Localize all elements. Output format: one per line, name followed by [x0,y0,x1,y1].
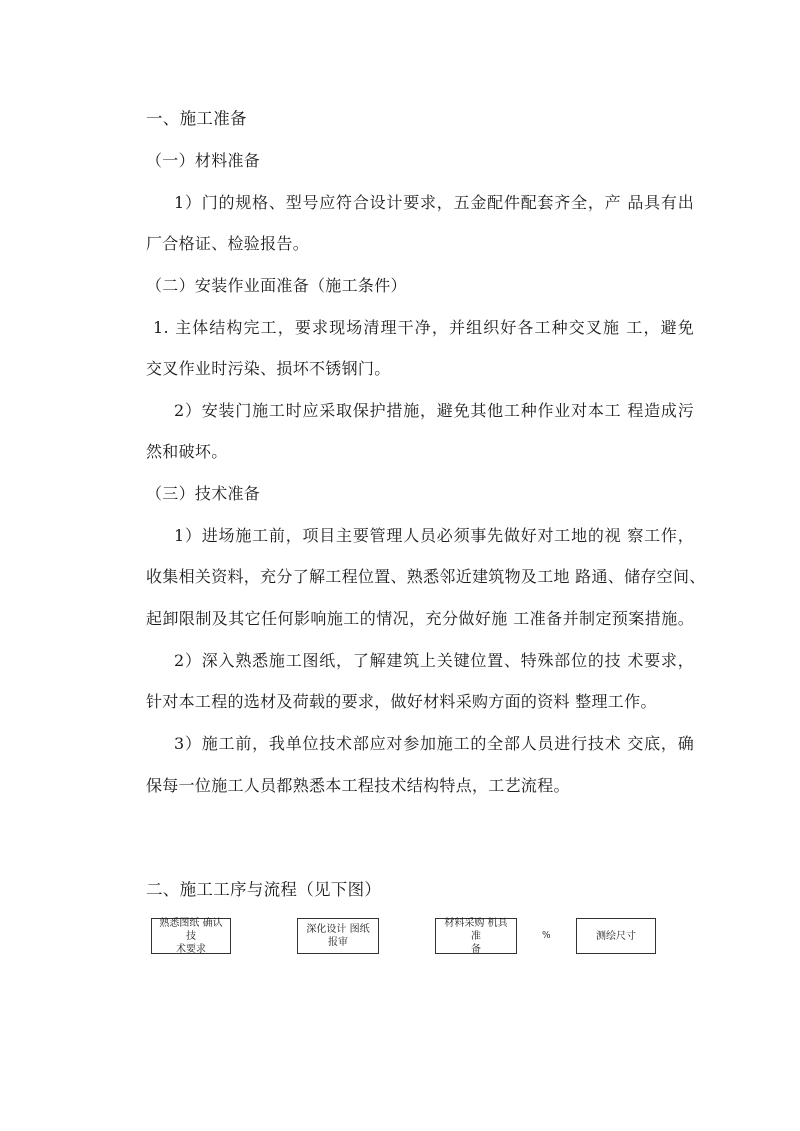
flow-box-text: 测绘尺寸 [596,930,636,942]
flow-separator: % [542,931,551,941]
paragraph-line: 2）安装门施工时应采取保护措施，避免其他工种作业对本工 程造成污 [174,401,694,420]
paragraph-line: 1）门的规格、型号应符合设计要求，五金配件配套齐全，产 品具有出 [174,193,694,212]
flow-box-review-drawings [151,918,231,954]
subheading-technical-preparation: （三）技术准备 [146,484,261,503]
flow-box-text: 熟悉图纸 确认技 [159,917,223,942]
paragraph-line: 厂合格证、检验报告。 [146,234,310,253]
paragraph-line: 2）深入熟悉施工图纸，了解建筑上关键位置、特殊部位的技 术要求， [174,651,694,670]
paragraph-line: 然和破坏。 [146,442,228,461]
subheading-materials: （一）材料准备 [146,151,261,170]
flow-box-design-review [297,918,379,954]
flow-box-text: 报审 [328,937,348,948]
paragraph-line: 3）施工前，我单位技术部应对参加施工的全部人员进行技术 交底，确 [174,734,694,753]
flow-box-survey-measure [576,918,656,954]
section-heading-process-flow: 二、施工工序与流程（见下图） [146,880,382,899]
section-heading-preparation: 一、施工准备 [146,109,247,128]
paragraph-line: 1. 主体结构完工，要求现场清理干净，并组织好各工种交叉施 工，避免 [153,318,694,337]
paragraph-line: 收集相关资料，充分了解工程位置、熟悉邻近建筑物及工地 路通、储存空间、 [146,567,706,586]
paragraph-line: 保每一位施工人员都熟悉本工程技术结构特点，工艺流程。 [146,776,570,795]
flow-box-text: 备 [471,943,481,955]
paragraph-line: 针对本工程的选材及荷载的要求，做好材料采购方面的资料 整理工作。 [146,692,657,711]
subheading-site-preparation: （二）安装作业面准备（施工条件） [146,276,407,295]
paragraph-line: 交叉作业时污染、损坏不锈钢门。 [146,359,391,378]
flow-box-text: 术要求 [176,943,206,955]
flow-box-text: 深化设计 图纸 [306,924,370,935]
flow-box-material-purchase [435,918,517,954]
paragraph-line: 起卸限制及其它任何影响施工的情况，充分做好施 工准备并制定预案措施。 [146,609,694,628]
paragraph-line: 1）进场施工前，项目主要管理人员必须事先做好对工地的视 察工作， [174,526,694,545]
flow-box-text: 材料采购 机具准 [444,917,508,942]
